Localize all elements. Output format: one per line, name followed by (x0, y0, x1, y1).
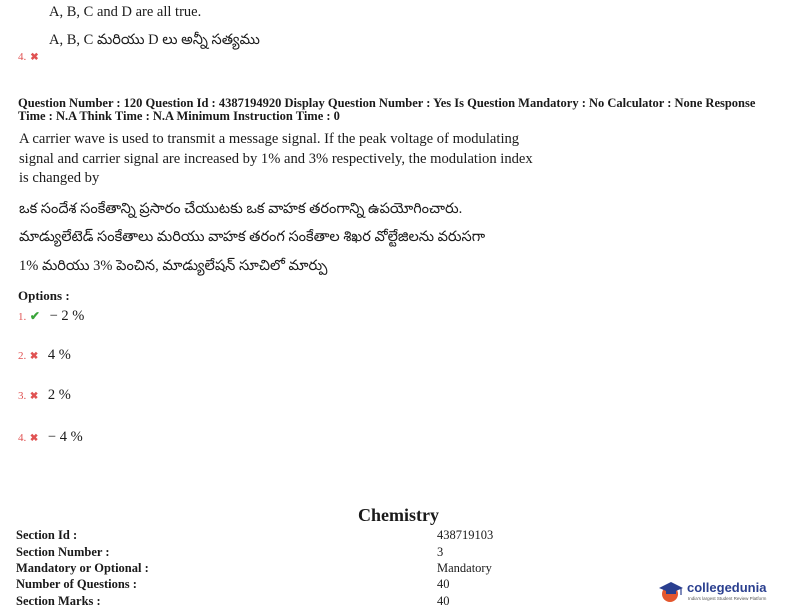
option-value: 4 % (47, 347, 71, 363)
section-id-label: Section Id : (16, 528, 78, 542)
section-title: Chemistry (358, 505, 439, 525)
option-value: 2 % (47, 387, 71, 403)
option-2 (18, 347, 71, 364)
question-text-te-line-1: ఒక సందేశ సంకేతాన్ని ప్రసారం చేయుటకు ఒక వాహక తరంగాన్ని ఉపయోగించారు. (19, 201, 463, 217)
section-number-value: 3 (437, 545, 444, 559)
brand-name: collegedunia (687, 580, 767, 595)
section-marks-value: 40 (437, 594, 450, 608)
option-1 (18, 308, 84, 325)
mandatory-value: Mandatory (437, 561, 492, 575)
question-count-label: Number of Questions : (16, 577, 137, 591)
option-value: − 2 % (49, 308, 85, 324)
option-number: 2. (18, 350, 27, 362)
mandatory-label: Mandatory or Optional : (16, 561, 149, 575)
section-marks-label: Section Marks : (16, 594, 101, 608)
question-text-te-line-3: 1% మరియు 3% పెంచిన, మాడ్యులేషన్ సూచిలో మార్పు (19, 258, 328, 274)
cross-mark-icon: ✖ (29, 351, 39, 362)
previous-option-4 (18, 47, 39, 65)
option-number: 4. (18, 432, 27, 444)
question-text-te-line-2: మాడ్యులేటెడ్ సంకేతాలు మరియు వాహక తరంగ సంకేతాల శిఖర వోల్టేజిలను వరుసగా (19, 229, 486, 245)
section-id-value: 438719103 (437, 528, 494, 542)
option-number: 3. (18, 390, 27, 402)
option-number: 4. (18, 51, 27, 63)
collegedunia-watermark (657, 580, 767, 606)
cross-mark-icon: ✖ (29, 433, 39, 444)
option-value: − 4 % (47, 429, 83, 445)
graduation-cap-logo-icon (657, 580, 685, 604)
question-meta: Question Number : 120 Question Id : 4387194920 Display Question Number : Yes Is Question Mandatory : No Calculator : None Response Time : N.A Think Time : N.A Minimum Instruction Time : 0 (18, 96, 756, 123)
section-number-label: Section Number : (16, 545, 110, 559)
option-4 (18, 429, 83, 446)
option-number: 1. (18, 311, 27, 323)
options-label: Options : (18, 288, 70, 303)
option-3 (18, 387, 71, 404)
previous-option-text-te: A, B, C మరియు D లు అన్నీ సత్యము (49, 32, 260, 48)
cross-mark-icon: ✖ (29, 391, 39, 402)
cross-mark-icon: ✖ (30, 52, 39, 63)
check-mark-icon: ✔ (29, 309, 40, 323)
question-count-value: 40 (437, 577, 450, 591)
question-text-en: A carrier wave is used to transmit a message signal. If the peak voltage of modulating signal and carrier signal are increased by 1% and 3% respectively, the modulation index is changed by (19, 131, 533, 186)
brand-tagline: India's largest Student Review Platform (688, 596, 767, 601)
previous-option-text-en: A, B, C and D are all true. (49, 4, 202, 20)
